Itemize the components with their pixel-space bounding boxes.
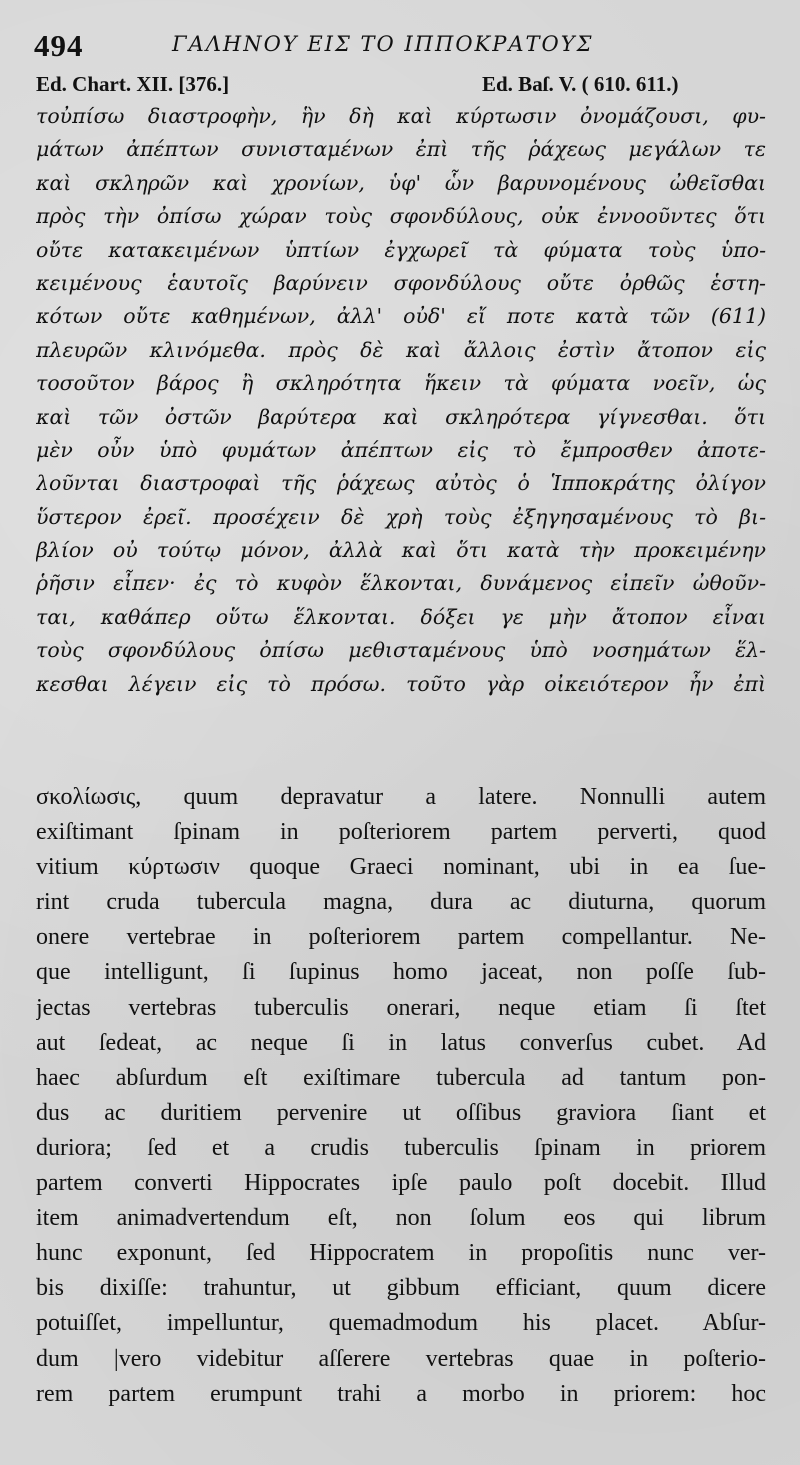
greek-line: ῥῆσιν εἶπεν· ἐς τὸ κυφὸν ἕλκονται, δυνάμενος εἰπεῖν ὠθοῦν- [36,571,766,596]
greek-line: ται, καθάπερ οὕτω ἕλκονται. δόξει γε μὴν ἄτοπον εἶναι [36,604,766,629]
running-title: ΓΑΛΗΝΟΥ ΕΙΣ ΤΟ ΙΠΠΟΚΡΑΤΟΥΣ [172,32,594,56]
edition-reference-basel: Ed. Baſ. V. ( 610. 611.) [482,72,679,96]
running-head [0,28,800,68]
edition-reference-line [0,72,800,102]
greek-line: μὲν οὖν ὑπὸ φυμάτων ἀπέπτων εἰς τὸ ἔμπροσθεν ἀποτε- [36,437,766,462]
greek-line: κεσθαι λέγειν εἰς τὸ πρόσω. τοῦτο γὰρ οἰκειότερον ἦν ἐπὶ [36,671,766,696]
latin-line: duriora; ſed et a crudis tuberculis ſpinam in priorem [36,1134,766,1161]
latin-line: potuiſſet, impelluntur, quemadmodum his placet. Abſur- [36,1310,766,1337]
latin-line: haec abſurdum eſt exiſtimare tubercula ad tantum pon- [36,1064,766,1091]
greek-line: βλίον οὐ τούτῳ μόνον, ἀλλὰ καὶ ὅτι κατὰ τὴν προκειμένην [36,538,766,563]
latin-line: rint cruda tubercula magna, dura ac diuturna, quorum [36,889,766,916]
latin-line: dus ac duritiem pervenire ut oſſibus graviora ſiant et [36,1099,766,1126]
latin-line: rem partem erumpunt trahi a morbo in priorem: hoc [36,1380,766,1407]
page-number: 494 [34,28,84,63]
greek-line: ὕστερον ἐρεῖ. προσέχειν δὲ χρὴ τοὺς ἐξηγησαμένους τὸ βι- [36,504,766,529]
latin-line: dum |vero videbitur aſſerere vertebras quae in poſterio- [36,1345,766,1372]
greek-line: κότων οὔτε καθημένων, ἀλλ' οὐδ' εἴ ποτε κατὰ τῶν (611) [36,304,766,329]
greek-line: μάτων ἀπέπτων συνισταμένων ἐπὶ τῆς ῥάχεως μεγάλων τε [36,137,766,162]
latin-line: σκολίωσις, quum depravatur a latere. Nonnulli autem [36,784,766,810]
latin-line: partem converti Hippocrates ipſe paulo poſt docebit. Illud [36,1170,766,1197]
latin-line: vitium κύρτωσιν quoque Graeci nominant, ubi in ea ſue- [36,854,766,881]
greek-line: καὶ τῶν ὀστῶν βαρύτερα καὶ σκληρότερα γίγνεσθαι. ὅτι [36,404,766,429]
greek-text-block [36,100,766,701]
greek-line: πρὸς τὴν ὀπίσω χώραν τοὺς σφονδύλους, οὐκ ἐννοοῦντες ὅτι [36,204,766,229]
latin-line: bis dixiſſe: trahuntur, ut gibbum efficiant, quum dicere [36,1275,766,1302]
greek-line: τοσοῦτον βάρος ἢ σκληρότητα ἥκειν τὰ φύματα νοεῖν, ὡς [36,371,766,396]
greek-line: πλευρῶν κλινόμεθα. πρὸς δὲ καὶ ἄλλοις ἐστὶν ἄτοπον εἰς [36,337,766,362]
latin-line: aut ſedeat, ac neque ſi in latus converſus cubet. Ad [36,1029,766,1056]
latin-line: que intelligunt, ſi ſupinus homo jaceat, non poſſe ſub- [36,959,766,986]
latin-line: exiſtimant ſpinam in poſteriorem partem perverti, quod [36,819,766,846]
greek-line: καὶ σκληρῶν καὶ χρονίων, ὑφ' ὧν βαρυνομένους ὠθεῖσθαι [36,170,766,195]
greek-line: οὔτε κατακειμένων ὑπτίων ἐγχωρεῖ τὰ φύματα τοὺς ὑπο- [36,237,766,262]
latin-line: onere vertebrae in poſteriorem partem compellantur. Ne- [36,924,766,951]
latin-line: jectas vertebras tuberculis onerari, neque etiam ſi ſtet [36,994,766,1021]
greek-line: λοῦνται διαστροφαὶ τῆς ῥάχεως αὐτὸς ὁ Ἱπποκράτης ὀλίγον [36,471,766,496]
latin-line: hunc exponunt, ſed Hippocratem in propoſitis nunc ver- [36,1240,766,1267]
greek-line: κειμένους ἑαυτοῖς βαρύνειν σφονδύλους οὔτε ὀρθῶς ἑστη- [36,270,766,295]
edition-reference-chart: Ed. Chart. XII. [376.] [36,72,230,96]
greek-line: τοὺς σφονδύλους ὀπίσω μεθισταμένους ὑπὸ νοσημάτων ἕλ- [36,638,766,663]
latin-line: item animadvertendum eſt, non ſolum eos qui librum [36,1205,766,1232]
greek-line: τοὐπίσω διαστροφὴν, ἣν δὴ καὶ κύρτωσιν ὀνομάζουσι, φυ- [36,104,766,128]
latin-text-block [36,780,766,1412]
